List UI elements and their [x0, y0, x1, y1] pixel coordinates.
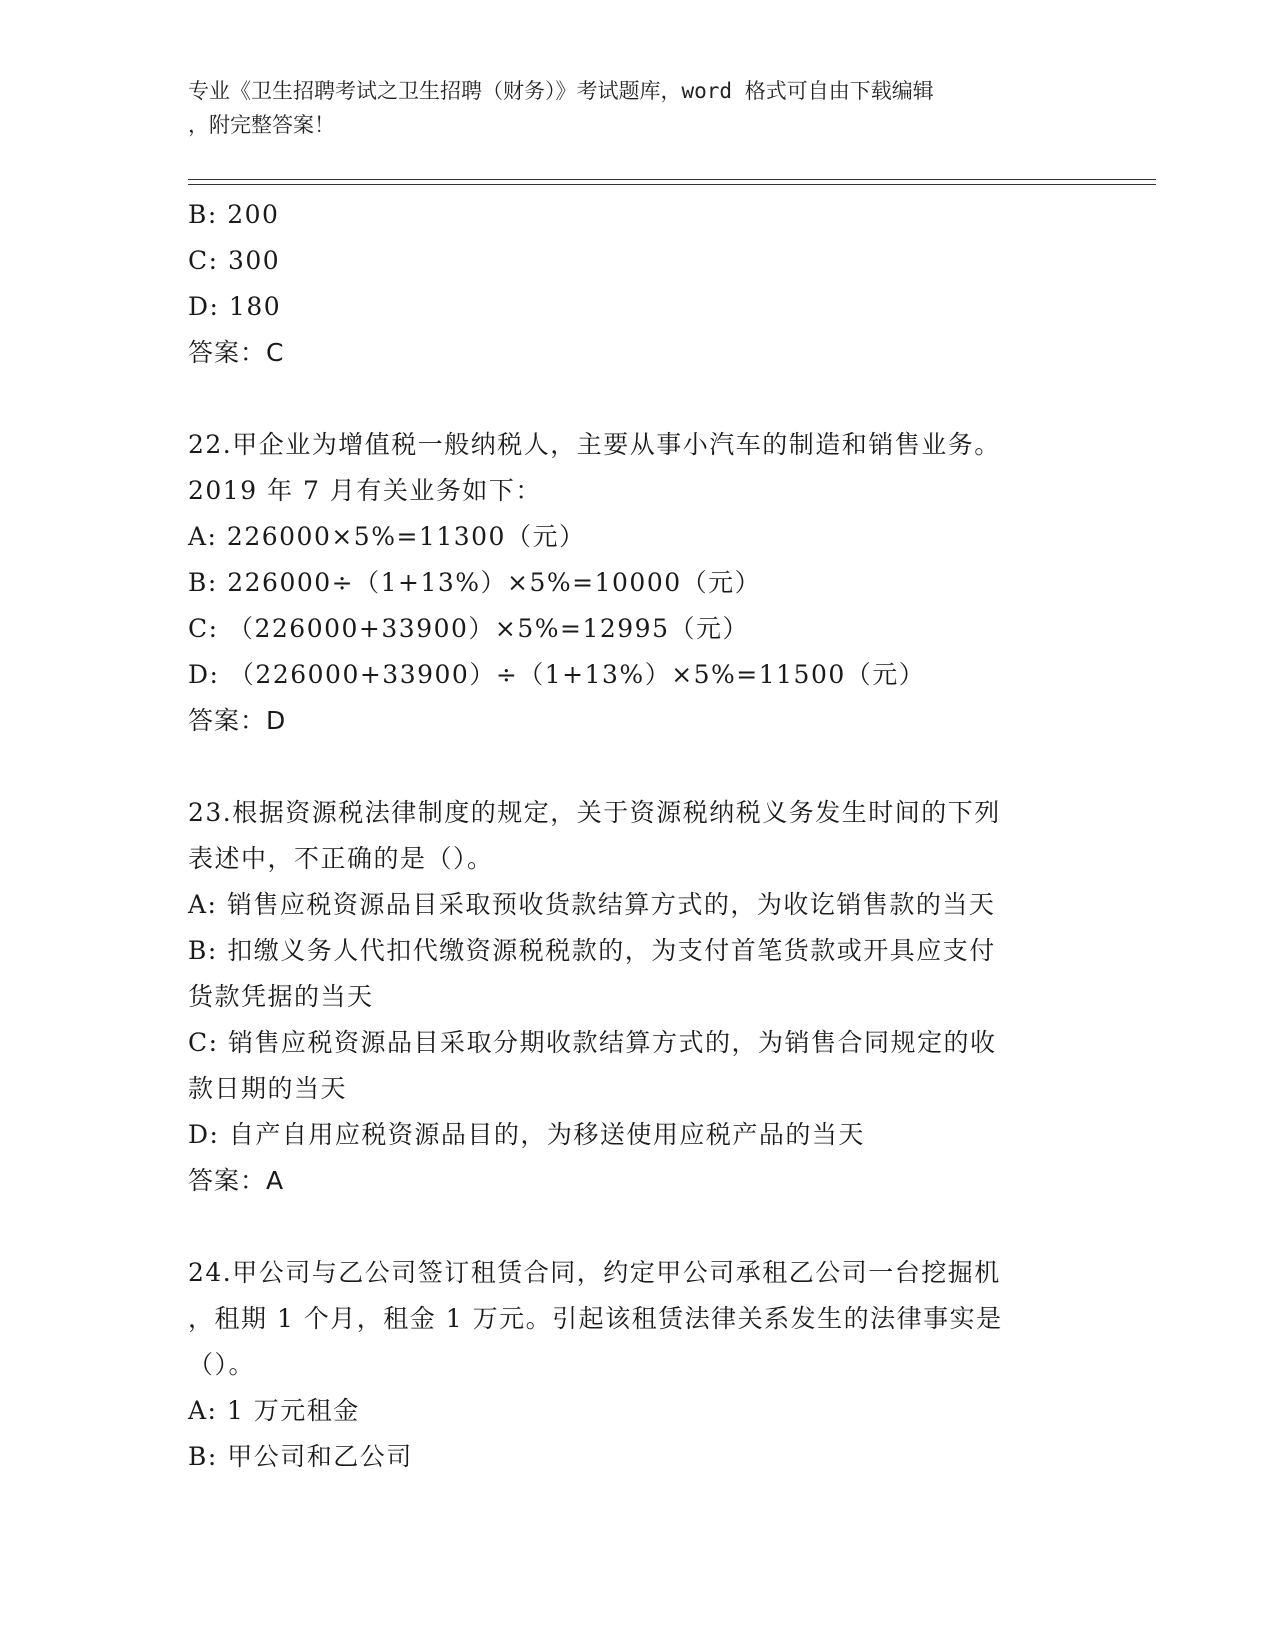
question-spacer: [188, 744, 1088, 790]
answer-line: 答案：C: [188, 338, 285, 367]
option-b: B: 226000÷（1+13%）×5%=10000（元）: [188, 568, 762, 597]
option-b: B: 扣缴义务人代扣代缴资源税税款的，为支付首笔货款或开具应支付: [188, 936, 996, 965]
option-b: B: 甲公司和乙公司: [188, 1442, 413, 1471]
option-b-continued: 货款凭据的当天: [188, 982, 374, 1011]
question-stem-line: 22.甲企业为增值税一般纳税人，主要从事小汽车的制造和销售业务。: [188, 430, 1001, 459]
header-rule-top: [188, 179, 1156, 180]
option-d: D: 180: [188, 292, 282, 321]
answer-line: 答案：D: [188, 706, 287, 735]
document-header: [188, 74, 1068, 142]
question-22: [188, 422, 1088, 744]
question-stem-line: 表述中，不正确的是（）。: [188, 844, 494, 873]
option-a: A: 1 万元租金: [188, 1396, 360, 1425]
question-stem-line: （）。: [188, 1350, 256, 1379]
header-line-2: ，附完整答案！: [188, 113, 335, 137]
question-23: [188, 790, 1088, 1204]
option-b: B: 200: [188, 200, 280, 229]
question-spacer: [188, 376, 1088, 422]
option-a: A: 226000×5%=11300（元）: [188, 522, 586, 551]
option-c: C: 300: [188, 246, 281, 275]
question-stem-line: ，租期 1 个月，租金 1 万元。引起该租赁法律关系发生的法律事实是: [188, 1304, 1003, 1333]
question-24: [188, 1250, 1088, 1480]
question-21-tail: [188, 192, 1088, 376]
question-spacer: [188, 1204, 1088, 1250]
option-c: C: （226000+33900）×5%=12995（元）: [188, 614, 749, 643]
question-stem-line: 2019 年 7 月有关业务如下：: [188, 476, 542, 505]
answer-line: 答案：A: [188, 1166, 285, 1195]
document-body: [188, 192, 1088, 1480]
question-stem-line: 24.甲公司与乙公司签订租赁合同，约定甲公司承租乙公司一台挖掘机: [188, 1258, 1001, 1287]
header-line-1: 专业《卫生招聘考试之卫生招聘（财务）》考试题库，word 格式可自由下载编辑: [188, 79, 934, 103]
header-rule-bottom: [188, 184, 1156, 185]
option-d: D: （226000+33900）÷（1+13%）×5%=11500（元）: [188, 660, 926, 689]
option-d: D: 自产自用应税资源品目的，为移送使用应税产品的当天: [188, 1120, 865, 1149]
option-a: A: 销售应税资源品目采取预收货款结算方式的，为收讫销售款的当天: [188, 890, 996, 919]
option-c-continued: 款日期的当天: [188, 1074, 348, 1103]
option-c: C: 销售应税资源品目采取分期收款结算方式的，为销售合同规定的收: [188, 1028, 997, 1057]
question-stem-line: 23.根据资源税法律制度的规定，关于资源税纳税义务发生时间的下列: [188, 798, 1001, 827]
